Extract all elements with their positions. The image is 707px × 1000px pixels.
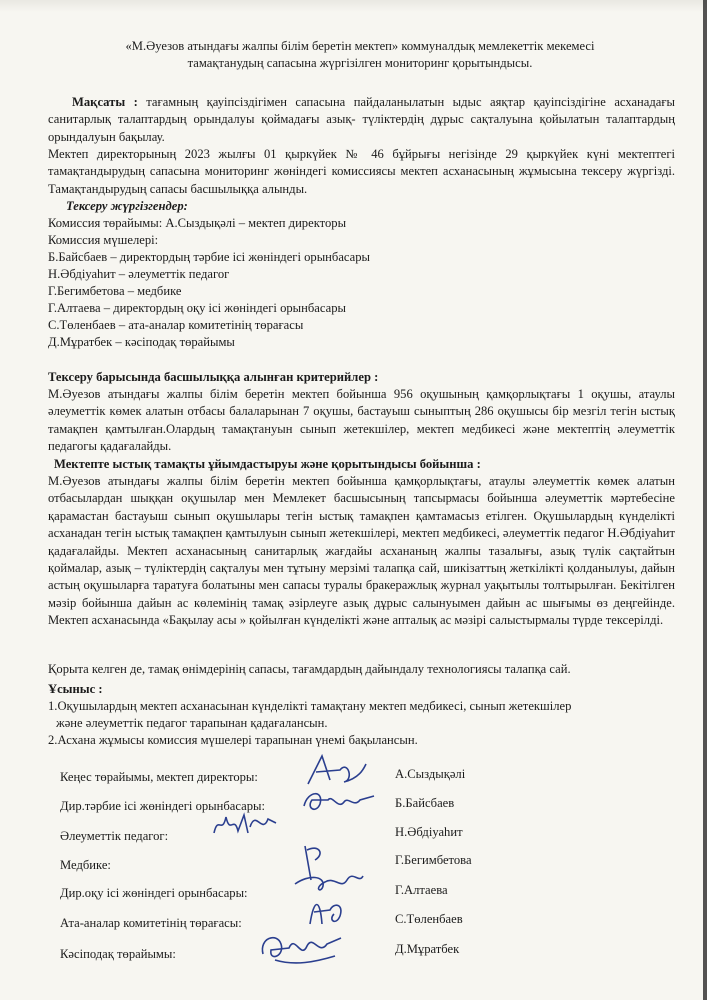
signature-name: А.Сыздықәлі	[395, 767, 466, 781]
commission-members-label: Комиссия мүшелері:	[48, 233, 159, 247]
proposal-heading: Ұсыныс :	[48, 682, 103, 696]
commission-member: Г.Алтаева – директордың оқу ісі жөніндегі орынбасары	[48, 301, 346, 315]
signature-role: Дир.тәрбие ісі жөніндегі орынбасары:	[60, 799, 265, 813]
signature-role: Дир.оқу ісі жөніндегі орынбасары:	[60, 886, 248, 900]
handwritten-signature	[300, 894, 350, 930]
aim-paragraph	[48, 94, 675, 146]
commission-chair: Комиссия төрайымы: А.Сыздықәлі – мектеп директоры	[48, 216, 347, 230]
signature-role: Ата-аналар комитетінің төрағасы:	[60, 916, 242, 930]
organization-heading: Мектепте ыстық тамақты ұйымдастыруы және қорытындысы бойынша :	[54, 457, 481, 471]
signature-name: Д.Мұратбек	[395, 942, 460, 956]
signature-name: Г.Бегимбетова	[395, 853, 472, 867]
handwritten-signature	[255, 926, 345, 970]
criteria-paragraph: М.Әуезов атындағы жалпы білім беретін мектеп бойынша 956 оқушының қамқорлықтағы 1 оқушы, атаулы әлеуметтік көмек алатын отбасы балаларынан 7 оқушы, бастауыш сыныптың 286 оқушысы бір мезгіл тегін ыстық тамақпен қамтылған.Олардың тамақтануын сынып жетекшілер, мектеп медбикесі және мектептің әлеуметтік педагогы қадағалайды.	[48, 387, 675, 454]
order-paragraph: Мектеп директорының 2023 жылғы 01 қыркүйек № 46 бұйрығы негізінде 29 қыркүйек күні мектептегі тамақтандырудың сапасына мониторинг жөніндегі комиссиясы мектеп асханасының жұмысына тексеру жүргізді. Тамақтандырудың сапасы басшылыққа алынды.	[48, 147, 675, 196]
aim-label: Мақсаты :	[72, 95, 138, 109]
conclusion-text: Қорыта келген де, тамақ өнімдерінің сапасы, тағамдардың дайындалу технологиясы талапқа сай.	[48, 662, 571, 676]
commission-member: Д.Мұратбек – кәсіподақ төрайымы	[48, 335, 235, 349]
signature-name: Б.Байсбаев	[395, 796, 455, 810]
inspectors-heading: Тексеру жүргізгендер:	[66, 199, 188, 213]
organization-paragraph: М.Әуезов атындағы жалпы білім беретін мектеп бойынша қамқорлықтағы, атаулы әлеуметтік көмек алатын отбасылардан шыққан оқушылар мен Мемлекет басшысының тапсырмасы бойынша әлеуметтік мәртебесіне қарамастан бастауыш сынып оқушылары тегін ыстық тамақпен қамтамасыз етілген. Оқушылардың күнделікті асханадан тегін ыстық тамақпен қамтылуын сынып жетекшілері, мектеп медбикесі, әлеуметтік педагог Н.Әбдіуаһит қадағалайды. Мектеп асханасының санитарлық жағдайы асхананың жалпы тазалығы, азық түлік сақтайтын қоймалар, азық – түліктердің сақталуы мен тұтыну мерзімі талапқа сай, шикізаттың жеткілікті қолданылуы, дайын астың оқушыларға таратуға болатыны мен сапасы туралы бракеражлық журнал уақытылы толтырылған. Бекітілген мәзір бойынша дайын ас көлемінің тамақ әзірлеуге азық дұрыс салынуымен дайын ас шығымы өз деңгейінде. Мектеп асханасында «Бақылау асы » қойылған күнделікті және апталық ас мәзірі салыстырмалы түрде тексерілді.	[48, 474, 675, 628]
handwritten-signature	[298, 782, 378, 818]
commission-member: С.Төленбаев – ата-аналар комитетінің төрағасы	[48, 318, 304, 332]
signature-name: Г.Алтаева	[395, 883, 448, 897]
handwritten-signature	[210, 805, 280, 841]
proposal-item: 2.Асхана жұмысы комиссия мүшелері тарапынан үнемі бақылансын.	[48, 733, 418, 747]
signature-role: Кәсіподақ төрайымы:	[60, 947, 176, 961]
signature-name: Н.Әбдіуаһит	[395, 825, 463, 839]
document-title	[60, 38, 660, 72]
commission-member: Б.Байсбаев – директордың тәрбие ісі жөніндегі орынбасары	[48, 250, 371, 264]
handwritten-signature	[285, 840, 365, 900]
proposal-item: 1.Оқушылардың мектеп асханасынан күнделікті тамақтану мектеп медбикесі, сынып жетекшілер	[48, 699, 572, 713]
signature-name: С.Төленбаев	[395, 912, 463, 926]
criteria-heading: Тексеру барысында басшылыққа алынған критерийлер :	[48, 370, 379, 384]
commission-member: Н.Әбдіуаһит – әлеуметтік педагог	[48, 267, 230, 281]
scan-edge	[703, 0, 707, 1000]
signature-role: Әлеуметтік педагог:	[60, 829, 169, 843]
commission-member: Г.Бегимбетова – медбике	[48, 284, 182, 298]
signature-role: Кеңес төрайымы, мектеп директоры:	[60, 770, 258, 784]
scan-shade	[0, 0, 707, 12]
proposal-item: және әлеуметтік педагог тарапынан қадағалансын.	[56, 716, 328, 730]
signature-role: Медбике:	[60, 858, 111, 872]
title-line-1: «М.Әуезов атындағы жалпы білім беретін мектеп» коммуналдық мемлекеттік мекемесі	[125, 39, 595, 53]
title-line-2: тамақтанудың сапасына жүргізілген мониторинг қорытындысы.	[187, 56, 533, 70]
aim-text: тағамның қауіпсіздігімен сапасына пайдаланылатын ыдыс аяқтар қауіпсіздігіне асханадағы санитарлық талаптардың орындалуы қоймадағы азық- түліктердің дұрыс сақталуына қойылатын талаптардың орындалуын бақылау.	[48, 95, 676, 144]
